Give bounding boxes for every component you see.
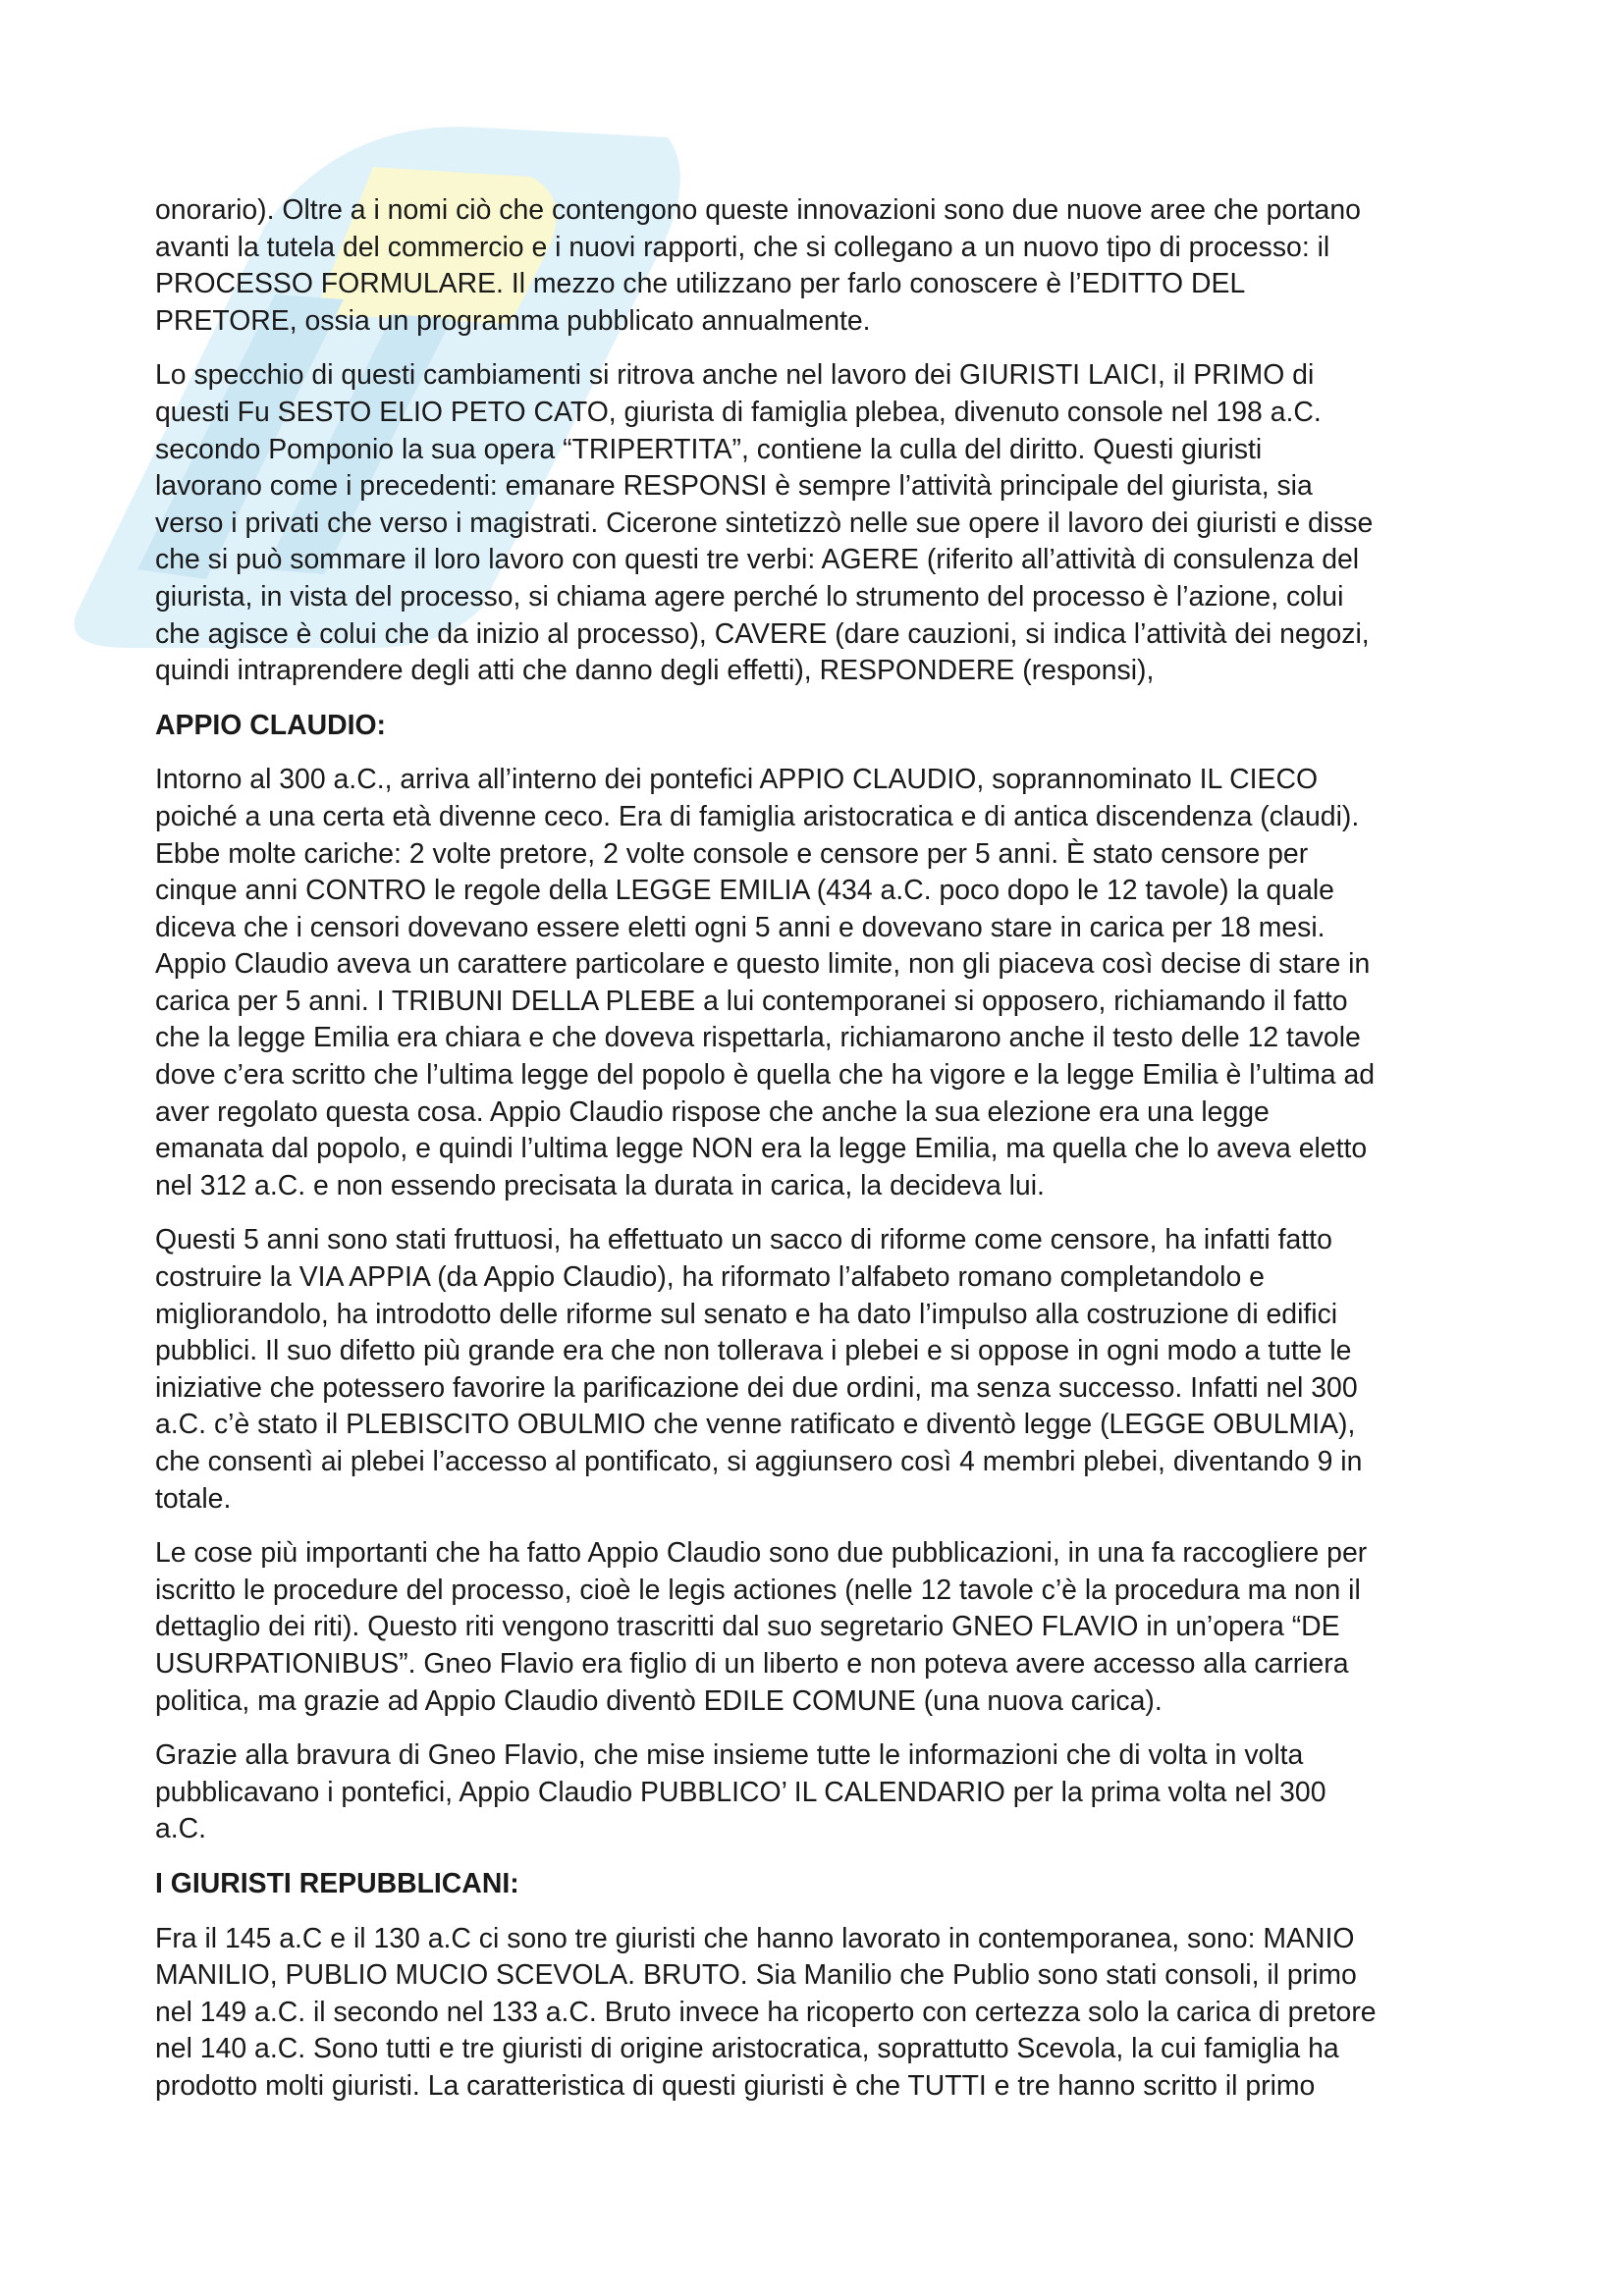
body-paragraph: Intorno al 300 a.C., arriva all’interno dei pontefici APPIO CLAUDIO, soprannominato IL CIECO poiché a una certa età divenne ceco. Era di famiglia aristocratica e di antica discendenza (claudi). Ebbe molte cariche: 2 volte pretore, 2 volte console e censore per 5 anni. È stato censore per cinque anni CONTRO le regole della LEGGE EMILIA (434 a.C. poco dopo le 12 tavole) la quale diceva che i censori dovevano essere eletti ogni 5 anni e dovevano stare in carica per 18 mesi. Appio Claudio aveva un carattere particolare e questo limite, non gli piaceva così decise di stare in carica per 5 anni. I TRIBUNI DELLA PLEBE a lui contemporanei si opposero, richiamando il fatto che la legge Emilia era chiara e che doveva rispettarla, richiamarono anche il testo delle 12 tavole dove c’era scritto che l’ultima legge del popolo è quella che ha vigore e la legge Emilia è l’ultima ad aver regolato questa cosa. Appio Claudio rispose che anche la sua elezione era una legge emanata dal popolo, e quindi l’ultima legge NON era la legge Emilia, ma quella che lo aveva eletto nel 312 a.C. e non essendo precisata la durata in carica, la decideva lui. <box>155 764 1376 1201</box>
section-heading: I GIURISTI REPUBBLICANI: <box>155 1867 519 1899</box>
document-page <box>155 192 1490 2123</box>
body-paragraph: Lo specchio di questi cambiamenti si ritrova anche nel lavoro dei GIURISTI LAICI, il PRIMO di questi Fu SESTO ELIO PETO CATO, giurista di famiglia plebea, divenuto console nel 198 a.C. secondo Pomponio la sua opera “TRIPERTITA”, contiene la culla del diritto. Questi giuristi lavorano come i precedenti: emanare RESPONSI è sempre l’attività principale del giurista, sia verso i privati che verso i magistrati. Cicerone sintetizzò nelle sue opere il lavoro dei giuristi e disse che si può sommare il loro lavoro con questi tre verbi: AGERE (riferito all’attività di consulenza del giurista, in vista del processo, si chiama agere perché lo strumento del processo è l’azione, colui che agisce è colui che da inizio al processo), CAVERE (dare cauzioni, si indica l’attività dei negozi, quindi intraprendere degli atti che danno degli effetti), RESPONDERE (responsi), <box>155 359 1374 687</box>
body-paragraph: onorario). Oltre a i nomi ciò che contengono queste innovazioni sono due nuove aree che portano avanti la tutela del commercio e i nuovi rapporti, che si collegano a un nuovo tipo di processo: il PROCESSO FORMULARE. Il mezzo che utilizzano per farlo conoscere è l’EDITTO DEL PRETORE, ossia un programma pubblicato annualmente. <box>155 194 1361 337</box>
body-paragraph: Questi 5 anni sono stati fruttuosi, ha effettuato un sacco di riforme come censore, ha infatti fatto costruire la VIA APPIA (da Appio Claudio), ha riformato l’alfabeto romano completandolo e migliorandolo, ha introdotto delle riforme sul senato e ha dato l’impulso alla costruzione di edifici pubblici. Il suo difetto più grande era che non tollerava i plebei e si oppose in ogni modo a tutte le iniziative che potessero favorire la parificazione dei due ordini, ma senza successo. Infatti nel 300 a.C. c’è stato il PLEBISCITO OBULMIO che venne ratificato e diventò legge (LEGGE OBULMIA), che consentì ai plebei l’accesso al pontificato, si aggiunsero così 4 membri plebei, diventando 9 in totale. <box>155 1224 1363 1515</box>
body-paragraph: Le cose più importanti che ha fatto Appio Claudio sono due pubblicazioni, in una fa raccogliere per iscritto le procedure del processo, cioè le legis actiones (nelle 12 tavole c’è la procedura ma non il dettaglio dei riti). Questo riti vengono trascritti dal suo segretario GNEO FLAVIO in un’opera “DE USURPATIONIBUS”. Gneo Flavio era figlio di un liberto e non poteva avere accesso alla carriera politica, ma grazie ad Appio Claudio diventò EDILE COMUNE (una nuova carica). <box>155 1537 1368 1717</box>
body-paragraph: Grazie alla bravura di Gneo Flavio, che mise insieme tutte le informazioni che di volta in volta pubblicavano i pontefici, Appio Claudio PUBBLICO’ IL CALENDARIO per la prima volta nel 300 a.C. <box>155 1739 1326 1845</box>
section-heading: APPIO CLAUDIO: <box>155 709 387 741</box>
body-paragraph: Fra il 145 a.C e il 130 a.C ci sono tre giuristi che hanno lavorato in contemporanea, sono: MANIO MANILIO, PUBLIO MUCIO SCEVOLA. BRUTO. Sia Manilio che Publio sono stati consoli, il primo nel 149 a.C. il secondo nel 133 a.C. Bruto invece ha ricoperto con certezza solo la carica di pretore nel 140 a.C. Sono tutti e tre giuristi di origine aristocratica, soprattutto Scevola, la cui famiglia ha prodotto molti giuristi. La caratteristica di questi giuristi è che TUTTI e tre hanno scritto il primo <box>155 1922 1377 2102</box>
